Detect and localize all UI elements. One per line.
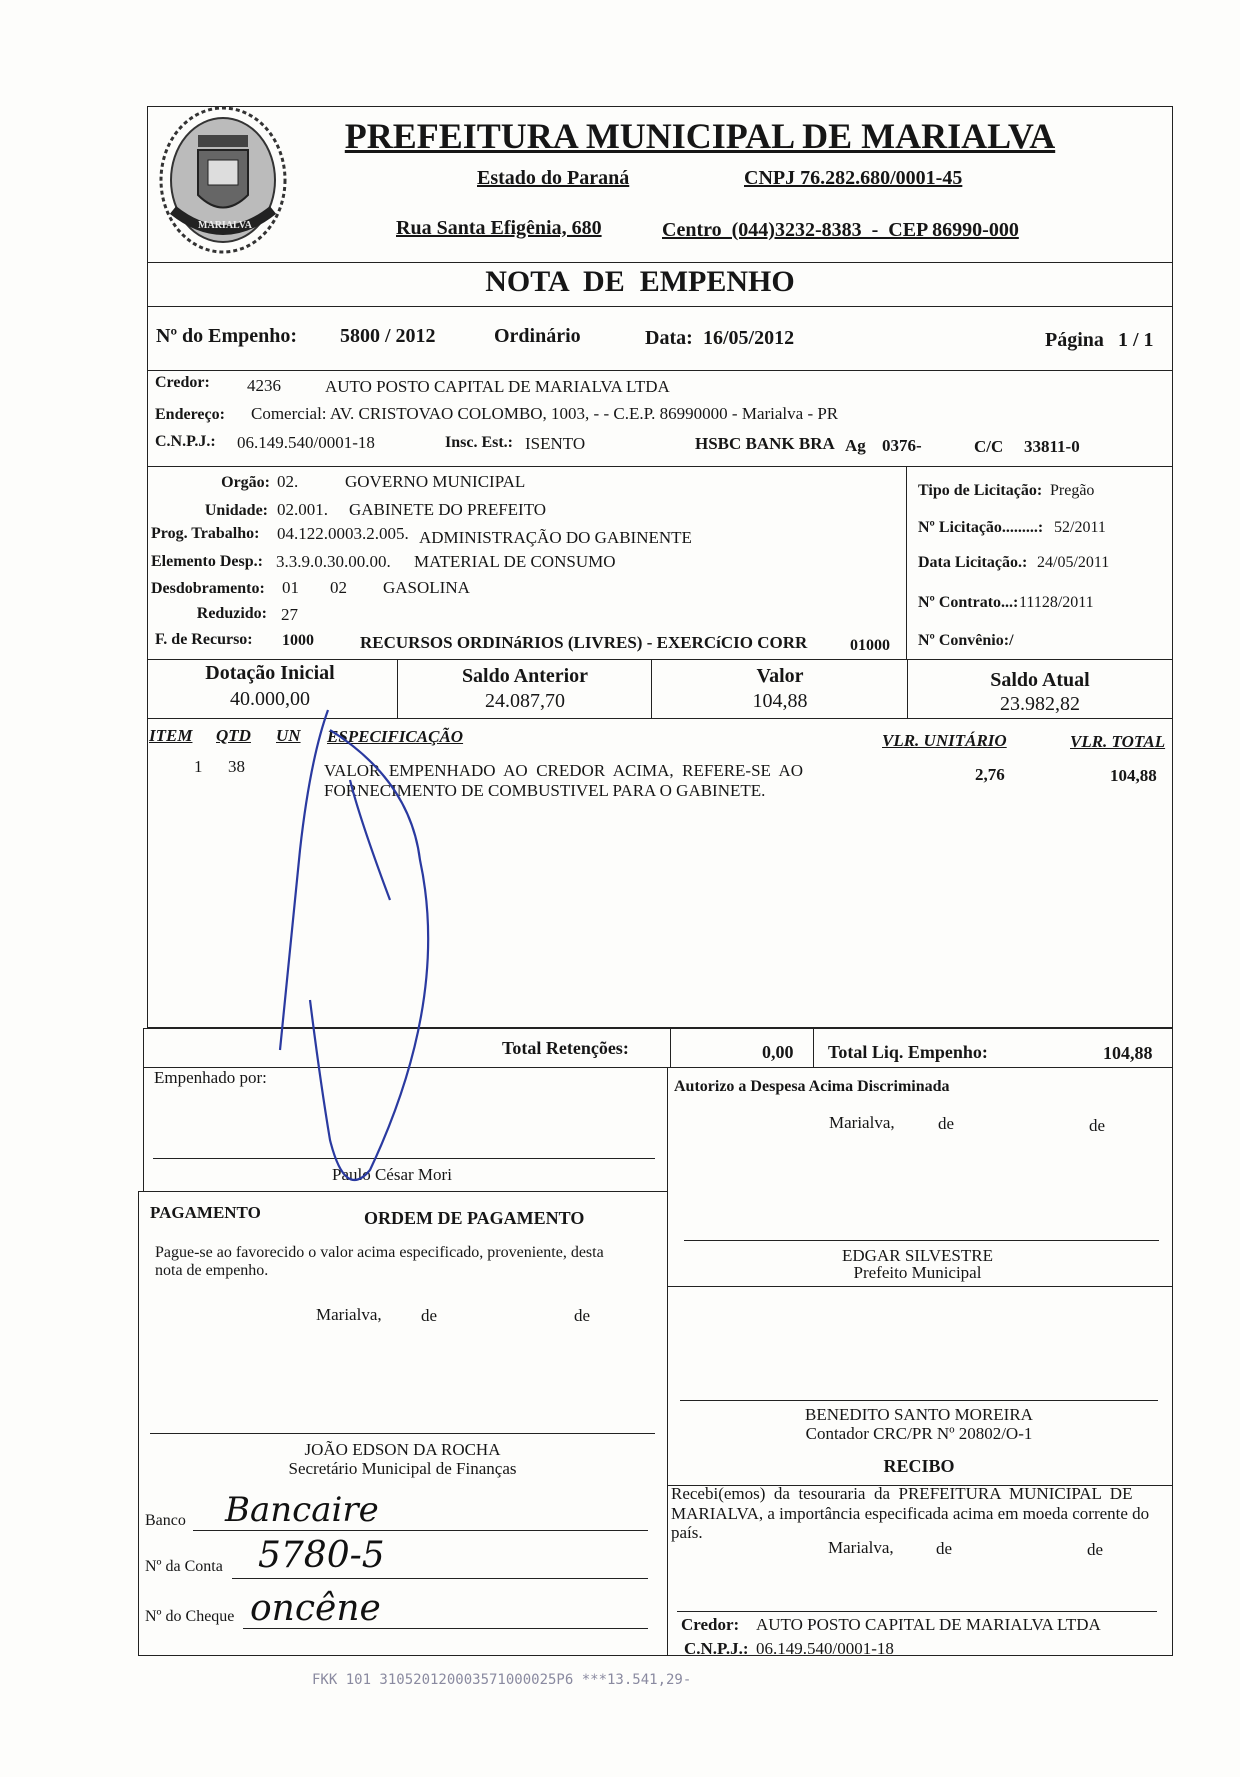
conta-label: Nº da Conta: [145, 1558, 223, 1575]
ordem-pagamento-label: ORDEM DE PAGAMENTO: [364, 1208, 585, 1228]
item-vlr-unit: 2,76: [975, 765, 1005, 784]
tipo-licitacao-label: Tipo de Licitação:: [918, 482, 1043, 499]
valor-value: 104,88: [752, 690, 808, 712]
num-licitacao: 52/2011: [1054, 519, 1106, 536]
liq-label: Total Liq. Empenho:: [828, 1042, 988, 1062]
recibo-credor-label: Credor:: [681, 1615, 740, 1634]
pagamento-text-2: nota de empenho.: [155, 1262, 269, 1279]
recibo-label: RECIBO: [883, 1456, 955, 1476]
recibo-place: Marialva,: [828, 1538, 894, 1557]
prog-name: ADMINISTRAÇÃO DO GABINENTE: [419, 528, 692, 547]
document-title: NOTA DE EMPENHO: [485, 265, 795, 298]
pagamento-signer-name: JOÃO EDSON DA ROCHA: [304, 1440, 501, 1459]
pagamento-text-1: Pague-se ao favorecido o valor acima especificado, proveniente, desta: [155, 1244, 604, 1261]
bank-name: HSBC BANK BRA: [695, 434, 835, 453]
handwritten-signature: [250, 700, 500, 1200]
col-un: UN: [276, 726, 301, 745]
pagamento-signer-role: Secretário Municipal de Finanças: [288, 1459, 517, 1478]
classification-divider: [906, 466, 907, 660]
autorizo-signer-name: EDGAR SILVESTRE: [842, 1246, 993, 1265]
recibo-de2: de: [1087, 1540, 1104, 1559]
orgao-name: GOVERNO MUNICIPAL: [345, 472, 526, 491]
recurso-label: F. de Recurso:: [155, 631, 253, 648]
autorizo-place: Marialva,: [829, 1113, 895, 1132]
cheque-handwriting: oncêne: [250, 1588, 381, 1629]
cheque-label: Nº do Cheque: [145, 1608, 235, 1625]
recurso-code: 1000: [282, 632, 314, 649]
elem-name: MATERIAL DE CONSUMO: [414, 552, 616, 571]
header-address: Rua Santa Efigênia, 680: [396, 217, 602, 239]
coat-of-arms-seal: [153, 100, 293, 260]
unidade-label: Unidade:: [204, 502, 268, 519]
autorizo-signature-line: [684, 1240, 1159, 1241]
saldo-atual-value: 23.982,82: [1000, 693, 1080, 715]
valor-label: Valor: [756, 665, 804, 687]
banco-label: Banco: [145, 1512, 186, 1529]
conta-line: [232, 1578, 648, 1579]
reduzido-value: 27: [281, 605, 298, 624]
conta-handwriting: 5780-5: [258, 1535, 385, 1576]
pagamento-de2: de: [574, 1306, 591, 1325]
prog-label: Prog. Trabalho:: [151, 525, 260, 542]
recibo-signature-line: [677, 1611, 1157, 1612]
dotacao-value: 40.000,00: [230, 688, 310, 710]
desd-a: 01: [282, 578, 299, 597]
prog-code: 04.122.0003.2.005.: [277, 524, 409, 543]
orgao-code: 02.: [277, 472, 299, 491]
retencoes-value: 0,00: [762, 1042, 794, 1062]
data-licitacao: 24/05/2011: [1037, 554, 1110, 571]
data-licitacao-label: Data Licitação.:: [918, 554, 1028, 571]
balances-divider-2: [651, 659, 652, 719]
item-number: 1: [194, 757, 203, 776]
col-espec: ESPECIFICAÇÃO: [327, 727, 464, 746]
header-district: Centro (044)3232-8383 - CEP 86990-000: [662, 219, 1019, 241]
unidade-code: 02.001.: [277, 500, 328, 519]
saldo-atual-label: Saldo Atual: [990, 669, 1090, 691]
pagamento-place: Marialva,: [316, 1305, 382, 1324]
credor-address: Comercial: AV. CRISTOVAO COLOMBO, 1003, - - C.E.P. 86990000 - Marialva - PR: [251, 404, 839, 423]
autorizo-de2: de: [1089, 1116, 1106, 1135]
address-label: Endereço:: [155, 406, 225, 423]
recibo-text-1: Recebi(emos) da tesouraria da PREFEITURA MUNICIPAL DE: [671, 1484, 1133, 1503]
desd-name: GASOLINA: [383, 578, 470, 597]
pagamento-de1: de: [421, 1306, 438, 1325]
recibo-credor: AUTO POSTO CAPITAL DE MARIALVA LTDA: [756, 1615, 1101, 1634]
recurso-name: RECURSOS ORDINáRIOS (LIVRES) - EXERCíCIO CORR: [360, 633, 808, 652]
banco-handwriting: Bancaire: [225, 1490, 379, 1530]
page-number: 1 / 1: [1118, 329, 1154, 351]
ag-value: 0376-: [882, 436, 922, 455]
insc-label: Insc. Est.:: [445, 434, 514, 451]
desd-b: 02: [330, 578, 347, 597]
liq-value: 104,88: [1103, 1043, 1153, 1063]
item-vlr-total: 104,88: [1110, 766, 1157, 785]
footer-stamp: FKK 101 310520120003571000025P6 ***13.541,29-: [312, 1672, 692, 1688]
coat-of-arms-text: MARIALVA: [198, 220, 252, 231]
credor-code: 4236: [247, 376, 281, 395]
empenho-type: Ordinário: [494, 325, 581, 347]
item-desc-line1: VALOR EMPENHADO AO CREDOR ACIMA, REFERE-SE AO: [324, 761, 804, 780]
num-licitacao-label: Nº Licitação.........:: [918, 519, 1044, 536]
empenho-date: 16/05/2012: [703, 327, 795, 349]
empenho-date-label: Data:: [645, 327, 693, 349]
autorizo-de1: de: [938, 1114, 955, 1133]
cc-label: C/C: [974, 437, 1004, 456]
col-vlr-unit: VLR. UNITÁRIO: [882, 731, 1007, 750]
recibo-text-3: país.: [671, 1523, 703, 1542]
empenhado-label: Empenhado por:: [154, 1068, 267, 1087]
col-item: ITEM: [149, 726, 193, 745]
contador-role: Contador CRC/PR Nº 20802/O-1: [805, 1424, 1033, 1443]
recurso-sub: 01000: [850, 637, 890, 654]
convenio-label: Nº Convênio:/: [918, 632, 1014, 649]
reduzido-label: Reduzido:: [196, 605, 267, 622]
page-label: Página: [1045, 329, 1104, 351]
orgao-label: Orgão:: [221, 474, 270, 491]
header-title: PREFEITURA MUNICIPAL DE MARIALVA: [344, 116, 1056, 156]
contrato-label: Nº Contrato...:: [918, 594, 1019, 611]
recibo-cnpj-label: C.N.P.J.:: [684, 1639, 749, 1658]
cc-value: 33811-0: [1024, 437, 1080, 456]
credor-name: AUTO POSTO CAPITAL DE MARIALVA LTDA: [325, 377, 670, 396]
empenho-number-label: Nº do Empenho:: [156, 325, 298, 347]
unidade-name: GABINETE DO PREFEITO: [349, 500, 547, 519]
pagamento-label: PAGAMENTO: [150, 1203, 261, 1222]
contador-signature-line: [680, 1400, 1158, 1401]
credor-label: Credor:: [155, 374, 210, 391]
dotacao-label: Dotação Inicial: [205, 662, 335, 684]
header-state: Estado do Paraná: [477, 167, 630, 189]
empenhado-name: Paulo César Mori: [332, 1165, 452, 1184]
retencoes-label: Total Retenções:: [502, 1038, 629, 1058]
col-qtd: QTD: [216, 726, 251, 745]
ag-label: Ag: [845, 436, 866, 455]
elem-label: Elemento Desp.:: [151, 553, 263, 570]
item-desc-line2: FORNECIMENTO DE COMBUSTIVEL PARA O GABINETE.: [324, 781, 766, 800]
recibo-cnpj: 06.149.540/0001-18: [756, 1639, 894, 1658]
recibo-text-2: MARIALVA, a importância especificada acima em moeda corrente do: [671, 1504, 1150, 1523]
totals-divider-2: [813, 1028, 814, 1068]
recibo-de1: de: [936, 1539, 953, 1558]
tipo-licitacao: Pregão: [1050, 482, 1095, 499]
elem-code: 3.3.9.0.30.00.00.: [276, 552, 391, 571]
insc-value: ISENTO: [525, 434, 586, 453]
balances-divider-3: [907, 659, 908, 719]
pagamento-signature-line: [150, 1433, 655, 1434]
item-qtd: 38: [228, 757, 245, 776]
autorizo-signer-role: Prefeito Municipal: [853, 1263, 982, 1282]
banco-line: [193, 1530, 648, 1531]
cnpj-label: C.N.P.J.:: [155, 433, 216, 450]
totals-divider-1: [670, 1028, 671, 1068]
saldo-anterior-label: Saldo Anterior: [461, 665, 589, 687]
desd-label: Desdobramento:: [151, 580, 265, 597]
header-cnpj: CNPJ 76.282.680/0001-45: [744, 167, 963, 189]
empenho-number: 5800 / 2012: [340, 325, 436, 347]
autorizo-label: Autorizo a Despesa Acima Discriminada: [674, 1078, 950, 1095]
credor-cnpj: 06.149.540/0001-18: [237, 433, 375, 452]
contador-name: BENEDITO SANTO MOREIRA: [805, 1405, 1033, 1424]
saldo-anterior-value: 24.087,70: [485, 690, 565, 712]
contrato-value: 11128/2011: [1019, 594, 1094, 611]
col-vlr-total: VLR. TOTAL: [1070, 732, 1166, 751]
